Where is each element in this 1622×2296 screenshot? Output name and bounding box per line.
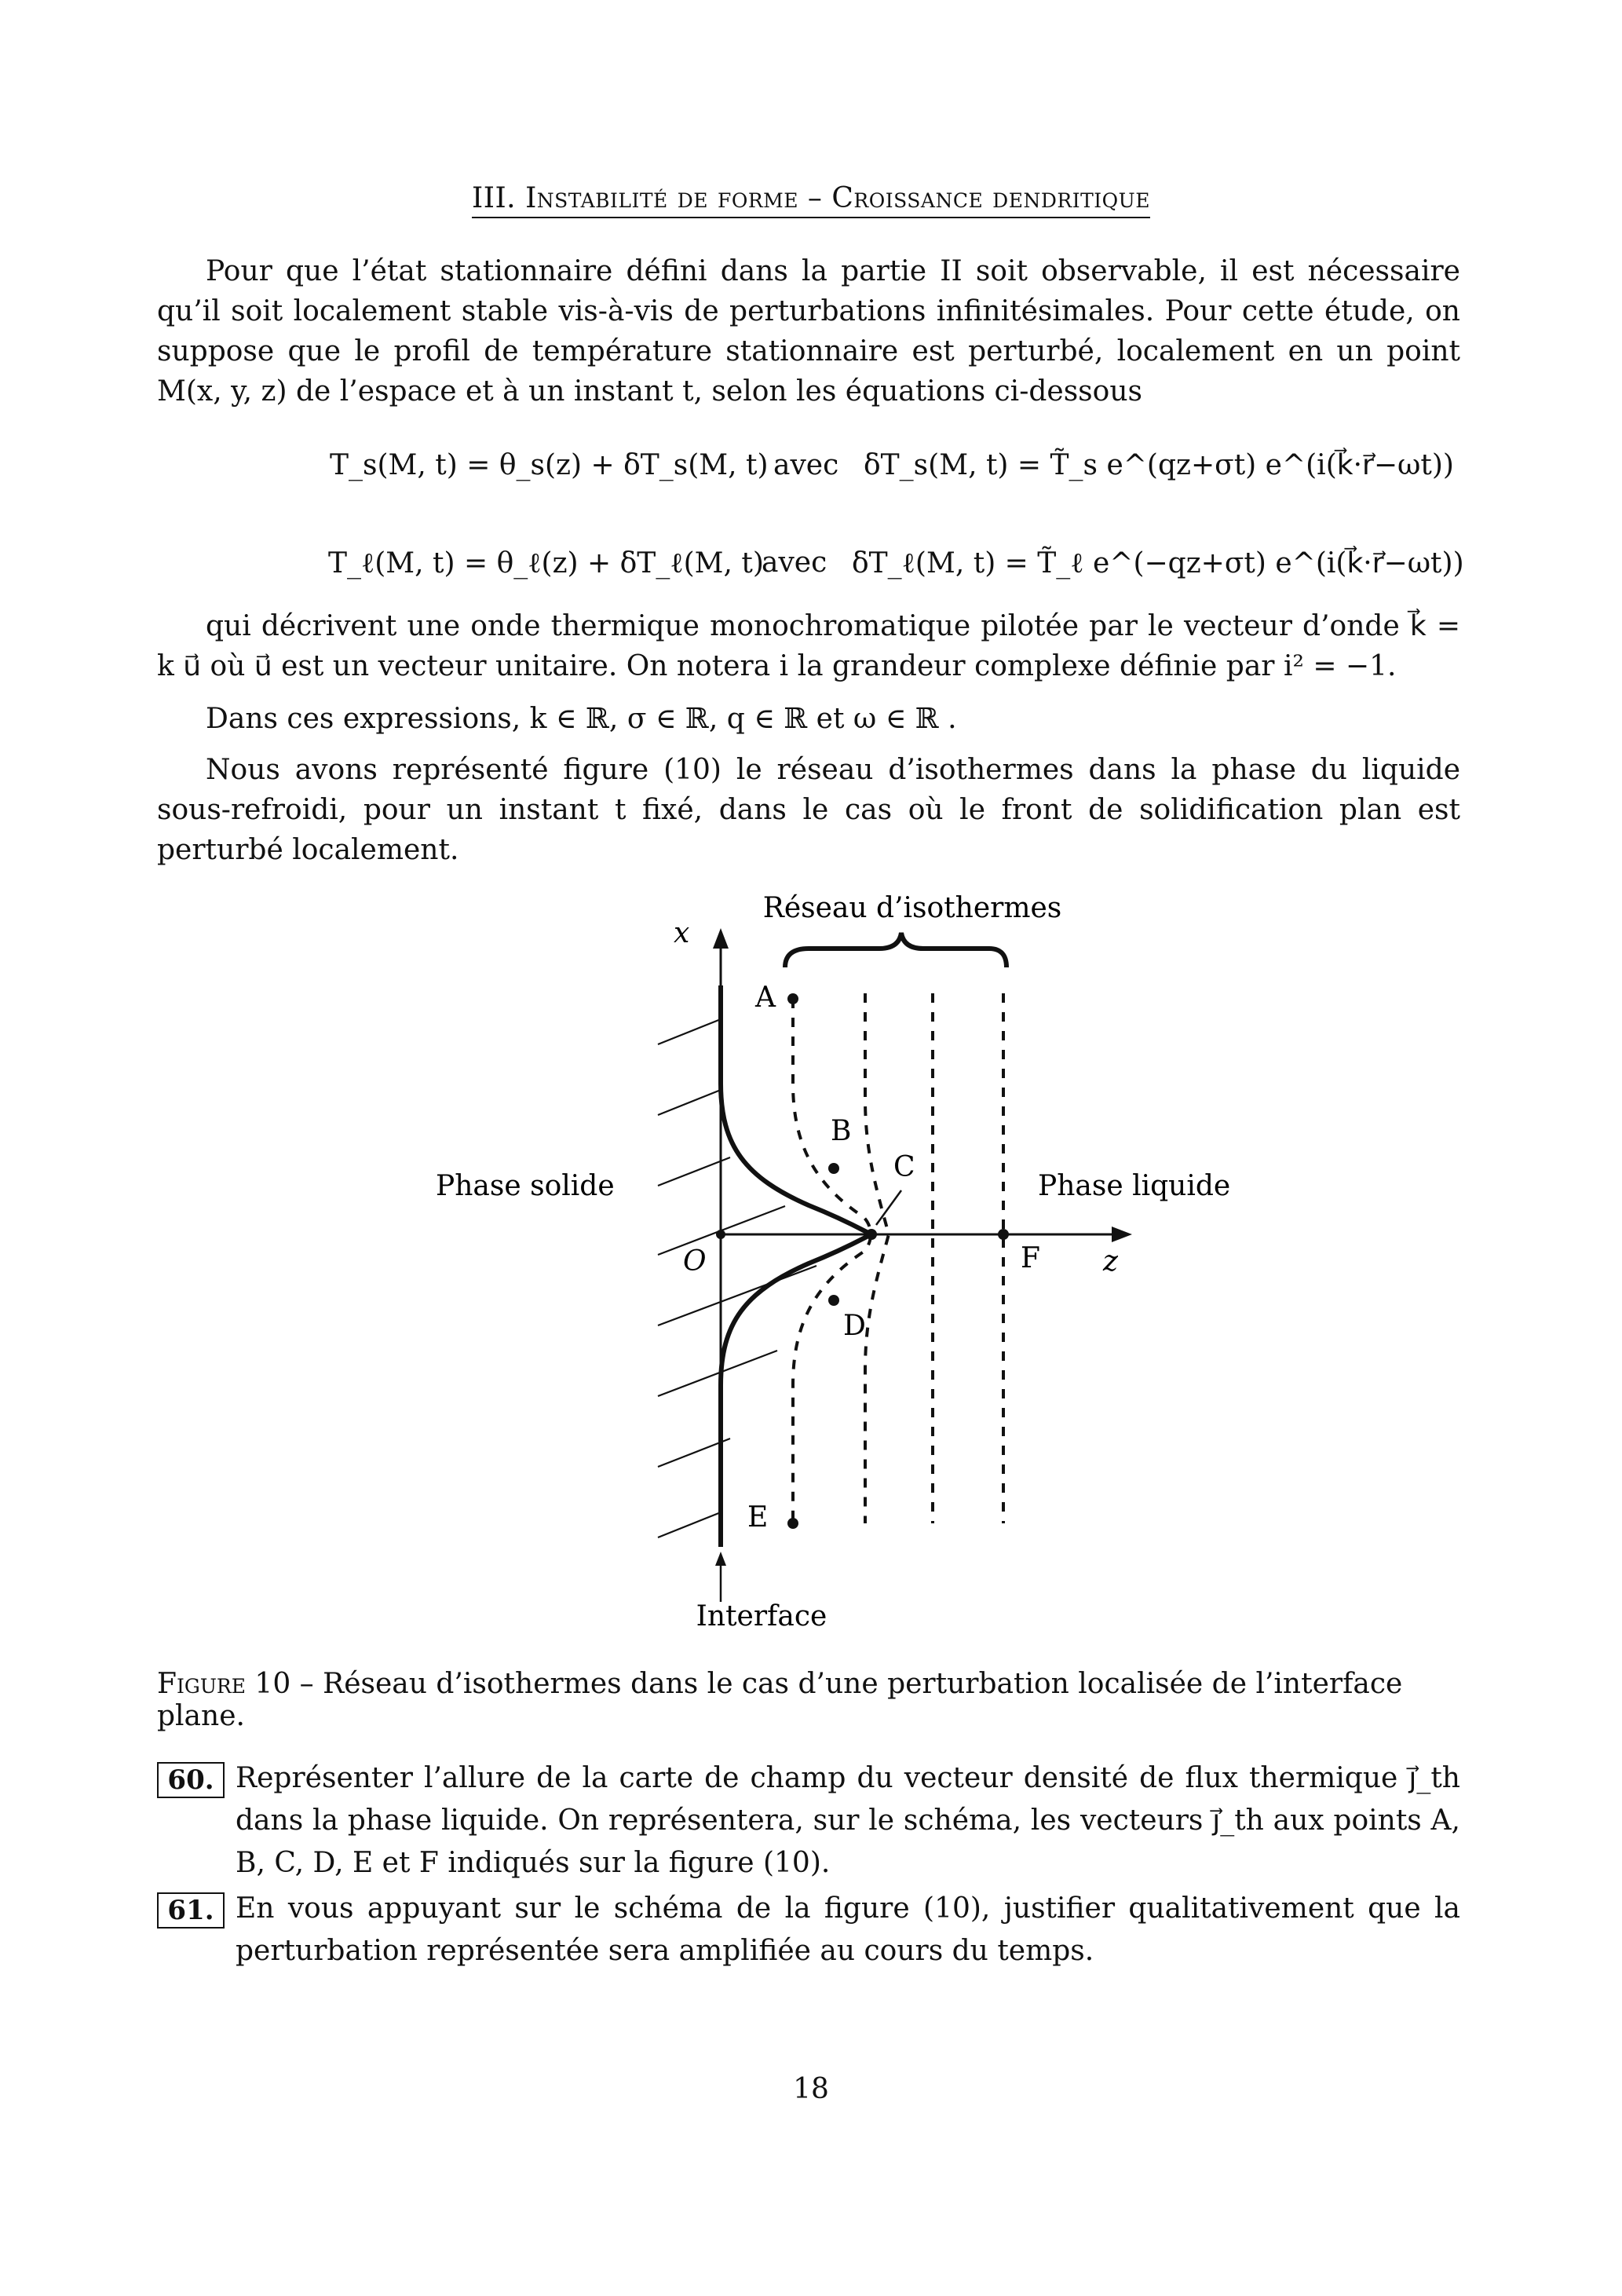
point-A-label: A xyxy=(755,982,776,1014)
interface-label: Interface xyxy=(696,1600,827,1632)
equation-liquid-avec: avec xyxy=(762,547,827,579)
page-number: 18 xyxy=(793,2073,829,2105)
origin-label: O xyxy=(683,1245,707,1278)
figure-caption xyxy=(157,1668,1460,1732)
question-60-number: 60. xyxy=(157,1762,225,1798)
point-E xyxy=(787,1518,798,1529)
point-E-label: E xyxy=(747,1501,769,1534)
intro-paragraph: Pour que l’état stationnaire défini dans la partie II soit observable, il est nécessaire qu’il soit localement stable vis-à-vis de perturbations infinitésimales. Pour cette étude, on suppose que le profil de température stationnaire est perturbé, localement en un point M(x, y, z) de l’espace et à un instant t, selon les équations ci-dessous xyxy=(157,255,1460,408)
point-D-label: D xyxy=(843,1310,866,1342)
figure-caption-prefix: Figure 10 xyxy=(157,1668,291,1700)
point-A xyxy=(787,993,798,1004)
equation-liquid-right: δT_ℓ(M, t) = T̃_ℓ e^(−qz+σt) e^(i(k⃗·r⃗−ωt)) xyxy=(852,547,1464,579)
point-D xyxy=(828,1295,839,1306)
isotherm-1 xyxy=(793,999,871,1519)
point-F-label: F xyxy=(1021,1242,1040,1274)
question-61-text: En vous appuyant sur le schéma de la figure (10), justifier qualitativement que la perturbation représentée sera amplifiée au cours du temps. xyxy=(236,1892,1460,1967)
point-C xyxy=(866,1229,877,1240)
solidification-interface xyxy=(721,985,871,1547)
section-title: III. Instabilité de forme – Croissance dendritique xyxy=(0,182,1622,214)
origin-point xyxy=(716,1230,725,1239)
point-B-label: B xyxy=(831,1115,852,1147)
isotherm-2 xyxy=(865,993,889,1523)
equation-solid-avec: avec xyxy=(773,449,839,481)
isotherm-brace xyxy=(785,933,1006,967)
point-F xyxy=(998,1229,1009,1240)
z-axis-label: z xyxy=(1103,1245,1118,1278)
equation-solid-left: T_s(M, t) = θ_s(z) + δT_s(M, t) xyxy=(330,449,769,481)
wave-description-paragraph: qui décrivent une onde thermique monochromatique pilotée par le vecteur d’onde k⃗ = k u⃗ où u⃗ est un vecteur unitaire. On notera i la grandeur complexe définie par i² = −1. xyxy=(157,610,1460,682)
question-61-number: 61. xyxy=(157,1892,225,1929)
solid-phase-label: Phase solide xyxy=(436,1170,615,1202)
question-60-text: Représenter l’allure de la carte de champ du vecteur densité de flux thermique j⃗_th dans la phase liquide. On représentera, sur le schéma, les vecteurs j⃗_th aux points A, B, C, D, E et F indiqués sur la figure (10). xyxy=(236,1762,1460,1879)
interface-arrowhead xyxy=(715,1552,726,1566)
z-axis-arrowhead xyxy=(1112,1227,1132,1242)
domain-paragraph: Dans ces expressions, k ∈ ℝ, σ ∈ ℝ, q ∈ ℝ et ω ∈ ℝ . xyxy=(206,703,957,735)
figure-isotherm-network xyxy=(0,864,1622,1649)
equation-solid-right: δT_s(M, t) = T̃_s e^(qz+σt) e^(i(k⃗·r⃗−ωt)) xyxy=(864,449,1454,481)
figure-caption-text: – Réseau d’isothermes dans le cas d’une perturbation localisée de l’interface plane. xyxy=(157,1668,1403,1732)
x-axis-arrowhead xyxy=(713,928,729,949)
figure-intro-paragraph: Nous avons représenté figure (10) le réseau d’isothermes dans la phase du liquide sous-refroidi, pour un instant t fixé, dans le cas où le front de solidification plan est perturbé localement. xyxy=(157,754,1460,866)
liquid-phase-label: Phase liquide xyxy=(1038,1170,1231,1202)
point-C-label: C xyxy=(893,1151,915,1183)
equation-liquid-left: T_ℓ(M, t) = θ_ℓ(z) + δT_ℓ(M, t) xyxy=(328,547,764,579)
x-axis-label: x xyxy=(674,917,690,949)
point-B xyxy=(828,1163,839,1174)
network-label: Réseau d’isothermes xyxy=(762,892,1062,924)
